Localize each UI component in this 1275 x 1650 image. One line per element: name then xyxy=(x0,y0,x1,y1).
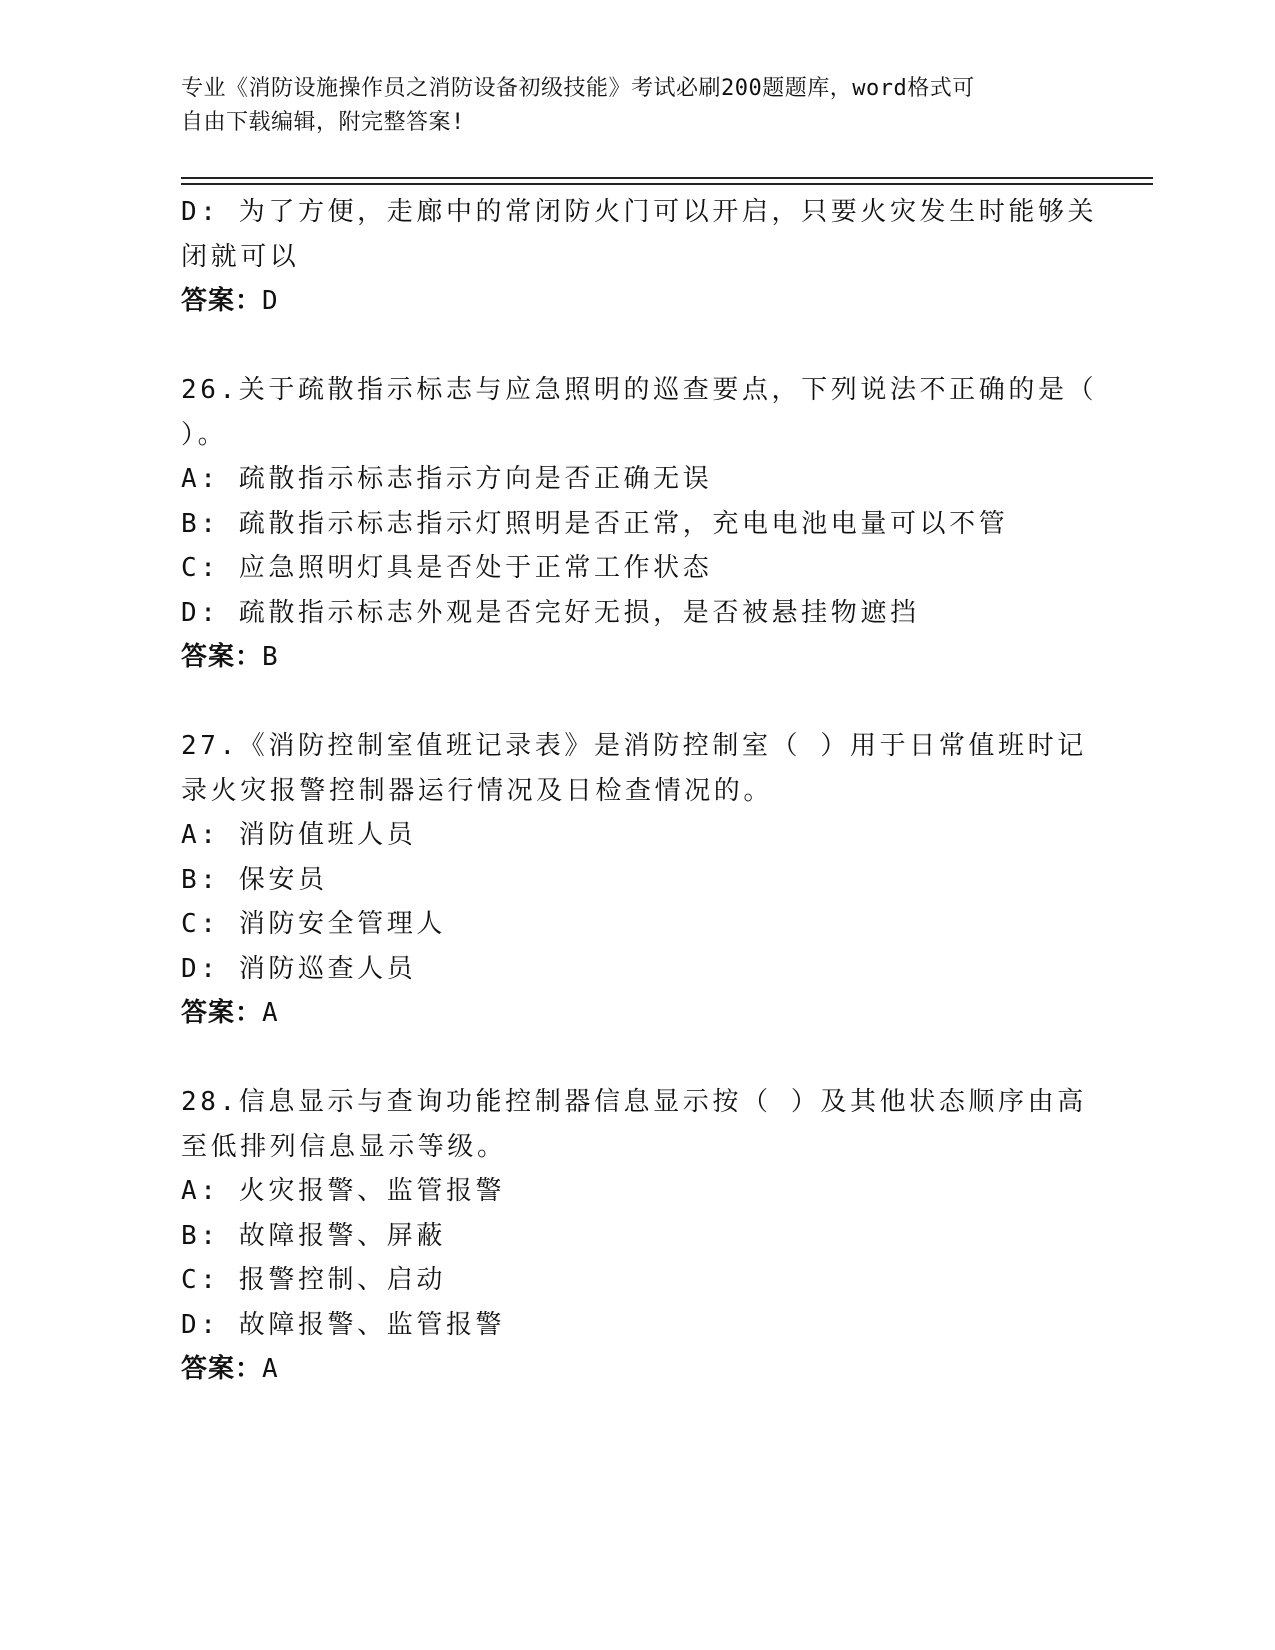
option-c: C: 应急照明灯具是否处于正常工作状态 xyxy=(181,553,713,583)
option-b: B: 故障报警、屏蔽 xyxy=(181,1220,446,1251)
answer-value: B xyxy=(262,642,279,672)
spacer xyxy=(181,1036,1081,1081)
question-stem-line-1: 26.关于疏散指示标志与应急照明的巡查要点，下列说法不正确的是（ xyxy=(181,375,1098,405)
answer-value: A xyxy=(262,1354,279,1384)
option-d-line-2: 闭就可以 xyxy=(181,241,300,272)
answer xyxy=(181,279,1081,324)
question-25-tail xyxy=(181,190,1098,324)
question-list xyxy=(181,190,1098,1392)
answer-label: 答案： xyxy=(181,642,263,672)
answer-value: D xyxy=(262,286,279,316)
question-stem-line-2: 录火灾报警控制器运行情况及日检查情况的。 xyxy=(181,775,774,806)
option-b: B: 疏散指示标志指示灯照明是否正常，充电电池电量可以不管 xyxy=(181,508,1009,539)
option-a: A: 消防值班人员 xyxy=(181,820,417,850)
question-stem-line-1: 27.《消防控制室值班记录表》是消防控制室（ ）用于日常值班时记 xyxy=(181,731,1087,761)
option-a: A: 疏散指示标志指示方向是否正确无误 xyxy=(181,464,713,494)
header-divider-top xyxy=(181,177,1153,179)
option-d-line-1: D: 为了方便，走廊中的常闭防火门可以开启，只要火灾发生时能够关 xyxy=(181,197,1098,227)
question-26 xyxy=(181,368,1098,680)
document-header xyxy=(181,72,1061,140)
spacer xyxy=(181,680,1081,725)
option-c: C: 消防安全管理人 xyxy=(181,909,446,939)
answer xyxy=(181,635,1081,680)
answer-label: 答案： xyxy=(181,286,263,316)
question-stem-line-2: 至低排列信息显示等级。 xyxy=(181,1131,507,1162)
header-line-1: 专业《消防设施操作员之消防设备初级技能》考试必刷200题题库，word格式可 xyxy=(181,76,975,101)
option-b: B: 保安员 xyxy=(181,864,328,895)
question-27 xyxy=(181,724,1087,1036)
option-a: A: 火灾报警、监管报警 xyxy=(181,1176,506,1206)
option-c: C: 报警控制、启动 xyxy=(181,1265,446,1295)
question-stem-line-1: 28.信息显示与查询功能控制器信息显示按（ ）及其他状态顺序由高 xyxy=(181,1087,1087,1117)
option-d: D: 疏散指示标志外观是否完好无损，是否被悬挂物遮挡 xyxy=(181,597,920,628)
answer-label: 答案： xyxy=(181,1354,263,1384)
spacer xyxy=(181,324,1081,369)
header-line-2: 自由下载编辑，附完整答案! xyxy=(181,110,465,135)
header-divider-bottom xyxy=(181,183,1153,185)
question-28 xyxy=(181,1080,1087,1392)
question-stem-line-2: ）。 xyxy=(181,419,228,450)
option-d: D: 故障报警、监管报警 xyxy=(181,1309,506,1340)
answer-value: A xyxy=(262,998,279,1028)
answer-label: 答案： xyxy=(181,998,263,1028)
answer xyxy=(181,991,1081,1036)
answer xyxy=(181,1347,1081,1392)
option-d: D: 消防巡查人员 xyxy=(181,953,417,984)
